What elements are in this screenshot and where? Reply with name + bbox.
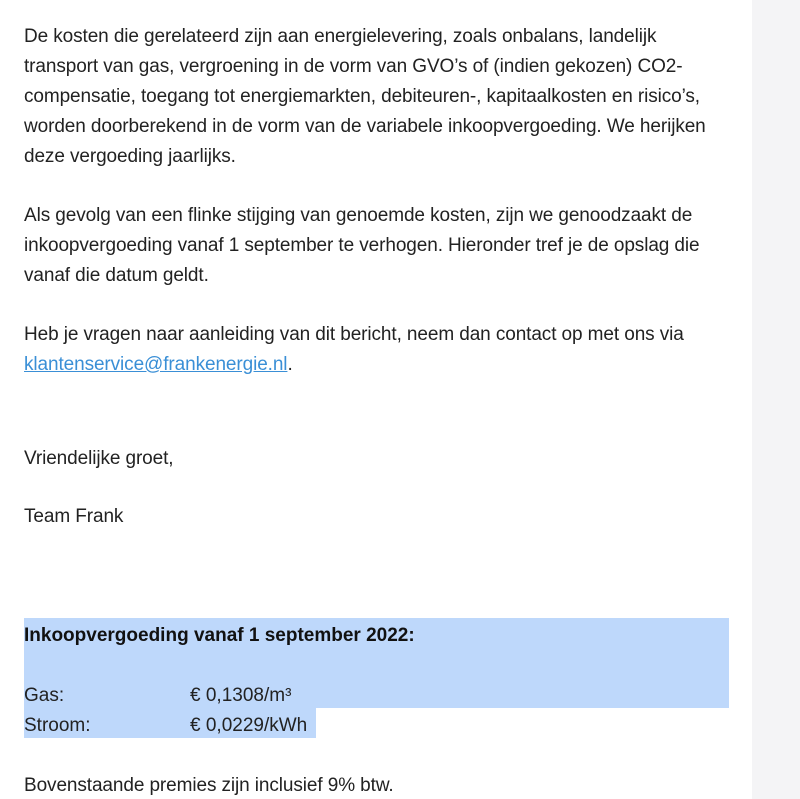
rate-value-electricity: € 0,0229/kWh [190, 715, 308, 736]
rate-label-electricity: Stroom: [24, 715, 91, 736]
contact-email-link[interactable]: klantenservice@frankenergie.nl [24, 354, 288, 375]
intro-paragraph: De kosten die gerelateerd zijn aan energielevering, zoals onbalans, landelijk transport van gas, vergroening in de vorm van GVO’s of (indien gekozen) CO2-compensatie, toegang tot energiemarkten, debiteuren-, kapitaalkosten en risico’s, worden doorberekend in de vorm van de variabele inkoopvergoeding. We herijken deze vergoeding jaarlijks. [24, 26, 706, 167]
signature: Team Frank [24, 506, 124, 527]
rate-label-gas: Gas: [24, 685, 65, 706]
price-increase-paragraph: Als gevolg van een flinke stijging van genoemde kosten, zijn we genoodzaakt de inkoopvergoeding vanaf 1 september te verhogen. Hieronder tref je de opslag die vanaf die datum geldt. [24, 205, 700, 286]
contact-paragraph-end: . [287, 354, 293, 375]
right-gutter [752, 0, 800, 799]
vat-footnote: Bovenstaande premies zijn inclusief 9% btw. [24, 775, 394, 796]
contact-paragraph [24, 320, 734, 380]
rates-title: Inkoopvergoeding vanaf 1 september 2022: [24, 625, 415, 646]
contact-paragraph-text: Heb je vragen naar aanleiding van dit bericht, neem dan contact op met ons via [24, 324, 684, 345]
greeting: Vriendelijke groet, [24, 448, 174, 469]
rate-value-gas: € 0,1308/m³ [190, 685, 292, 706]
